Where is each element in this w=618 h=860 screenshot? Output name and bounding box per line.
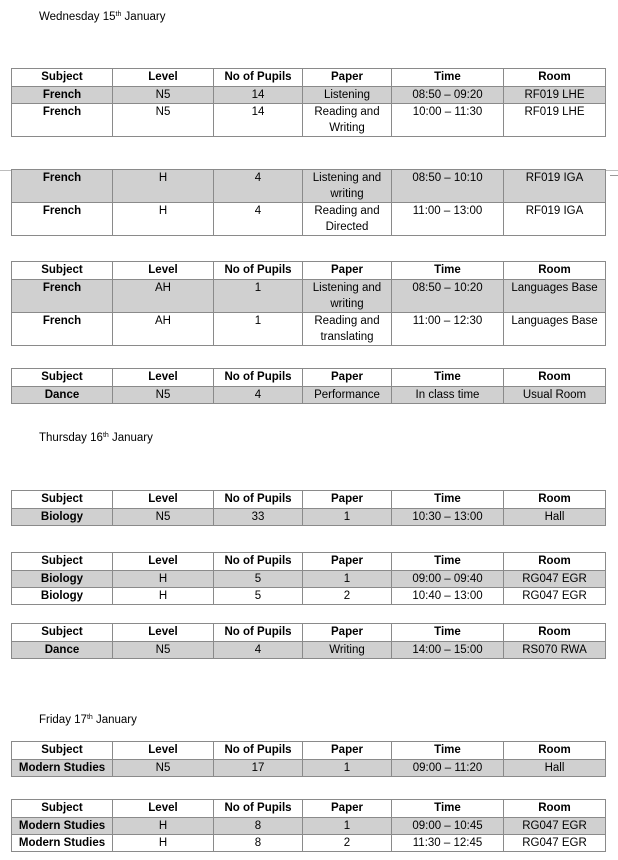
header-room: Room [504,800,606,818]
table-row [12,818,606,835]
table-row [12,170,606,203]
cell-pupils: 5 [214,588,303,605]
header-time: Time [392,369,504,387]
cell-paper: 1 [303,818,392,835]
header-room: Room [504,491,606,509]
header-level: Level [113,624,214,642]
table-row [12,760,606,777]
header-room: Room [504,369,606,387]
header-subject: Subject [12,624,113,642]
cell-time: 08:50 – 10:20 [392,280,504,313]
cell-room: Hall [504,509,606,526]
header-time: Time [392,69,504,87]
table-row [12,313,606,346]
header-paper: Paper [303,624,392,642]
exam-table-french-ah [11,261,606,346]
exam-table-french-h [11,169,606,236]
cell-time: 10:30 – 13:00 [392,509,504,526]
cell-level: N5 [113,104,214,137]
header-pupils: No of Pupils [214,624,303,642]
header-paper: Paper [303,742,392,760]
header-paper: Paper [303,553,392,571]
header-paper: Paper [303,262,392,280]
cell-time: 11:30 – 12:45 [392,835,504,852]
cell-paper: Reading and translating [303,313,392,346]
cell-room: Languages Base [504,280,606,313]
header-paper: Paper [303,491,392,509]
cell-room: RG047 EGR [504,835,606,852]
cell-room: RF019 IGA [504,170,606,203]
cell-level: H [113,835,214,852]
header-level: Level [113,800,214,818]
header-level: Level [113,262,214,280]
cell-pupils: 4 [214,642,303,659]
cell-subject: Modern Studies [12,760,113,777]
table-header-row [12,369,606,387]
table-header-row [12,742,606,760]
table-header-row [12,624,606,642]
header-time: Time [392,800,504,818]
cell-subject: Modern Studies [12,818,113,835]
cell-pupils: 14 [214,104,303,137]
day-heading-wednesday: Wednesday 15th January [39,11,166,23]
cell-time: 08:50 – 09:20 [392,87,504,104]
cell-subject: Biology [12,588,113,605]
header-time: Time [392,742,504,760]
cell-pupils: 17 [214,760,303,777]
cell-level: AH [113,280,214,313]
cell-time: 14:00 – 15:00 [392,642,504,659]
exam-table-modern-studies-h [11,799,606,852]
header-level: Level [113,742,214,760]
cell-room: RF019 IGA [504,203,606,236]
header-paper: Paper [303,369,392,387]
cell-paper: 1 [303,760,392,777]
header-pupils: No of Pupils [214,369,303,387]
cell-paper: Listening [303,87,392,104]
cell-pupils: 5 [214,571,303,588]
cell-paper: Writing [303,642,392,659]
table-row [12,104,606,137]
header-level: Level [113,369,214,387]
cell-pupils: 8 [214,818,303,835]
cell-level: N5 [113,760,214,777]
cell-level: H [113,588,214,605]
table-row [12,509,606,526]
exam-table-dance-writing [11,623,606,659]
header-level: Level [113,491,214,509]
cell-paper: Reading and Directed [303,203,392,236]
cell-subject: French [12,170,113,203]
header-subject: Subject [12,742,113,760]
cell-room: RF019 LHE [504,104,606,137]
header-pupils: No of Pupils [214,553,303,571]
cell-subject: French [12,104,113,137]
cell-subject: French [12,313,113,346]
table-row [12,588,606,605]
header-subject: Subject [12,369,113,387]
cell-pupils: 4 [214,170,303,203]
header-pupils: No of Pupils [214,262,303,280]
cell-subject: Biology [12,571,113,588]
cell-time: 08:50 – 10:10 [392,170,504,203]
cell-level: N5 [113,387,214,404]
table-row [12,203,606,236]
table-header-row [12,553,606,571]
cell-time: 09:00 – 09:40 [392,571,504,588]
header-pupils: No of Pupils [214,742,303,760]
header-time: Time [392,262,504,280]
cell-level: N5 [113,509,214,526]
header-room: Room [504,262,606,280]
cell-level: N5 [113,87,214,104]
cell-room: Usual Room [504,387,606,404]
header-pupils: No of Pupils [214,800,303,818]
cell-time: 10:00 – 11:30 [392,104,504,137]
table-row [12,571,606,588]
cell-paper: 1 [303,571,392,588]
day-heading-thursday: Thursday 16th January [39,432,153,444]
cell-paper: 1 [303,509,392,526]
cell-paper: Listening and writing [303,170,392,203]
cell-room: RG047 EGR [504,571,606,588]
table-header-row [12,69,606,87]
cell-pupils: 1 [214,313,303,346]
exam-table-modern-studies-n5 [11,741,606,777]
cell-subject: Biology [12,509,113,526]
cell-pupils: 33 [214,509,303,526]
cell-paper: 2 [303,588,392,605]
cell-subject: Dance [12,642,113,659]
cell-pupils: 1 [214,280,303,313]
header-room: Room [504,624,606,642]
cell-time: 09:00 – 10:45 [392,818,504,835]
table-row [12,835,606,852]
cell-time: 11:00 – 13:00 [392,203,504,236]
cell-room: RG047 EGR [504,818,606,835]
header-subject: Subject [12,800,113,818]
cell-time: 10:40 – 13:00 [392,588,504,605]
cell-paper: Reading and Writing [303,104,392,137]
cell-pupils: 4 [214,203,303,236]
cell-paper: Listening and writing [303,280,392,313]
cell-pupils: 8 [214,835,303,852]
cell-pupils: 14 [214,87,303,104]
exam-table-biology-h [11,552,606,605]
table-row [12,387,606,404]
header-pupils: No of Pupils [214,69,303,87]
cell-level: H [113,170,214,203]
header-room: Room [504,742,606,760]
cell-level: AH [113,313,214,346]
cell-pupils: 4 [214,387,303,404]
table-header-row [12,491,606,509]
cell-level: H [113,571,214,588]
cell-room: Languages Base [504,313,606,346]
exam-table-dance-performance [11,368,606,404]
table-row [12,87,606,104]
header-level: Level [113,69,214,87]
header-time: Time [392,624,504,642]
cell-paper: 2 [303,835,392,852]
header-time: Time [392,553,504,571]
header-room: Room [504,553,606,571]
header-pupils: No of Pupils [214,491,303,509]
exam-table-biology-n5 [11,490,606,526]
header-time: Time [392,491,504,509]
cell-subject: French [12,280,113,313]
cell-subject: Dance [12,387,113,404]
table-header-row [12,800,606,818]
exam-table-french-n5 [11,68,606,137]
cell-level: H [113,203,214,236]
header-room: Room [504,69,606,87]
cell-room: RF019 LHE [504,87,606,104]
cell-room: RG047 EGR [504,588,606,605]
cell-paper: Performance [303,387,392,404]
page-break-marker [610,175,618,176]
day-heading-friday: Friday 17th January [39,714,137,726]
cell-level: H [113,818,214,835]
cell-room: RS070 RWA [504,642,606,659]
cell-time: 11:00 – 12:30 [392,313,504,346]
header-level: Level [113,553,214,571]
header-paper: Paper [303,800,392,818]
cell-subject: French [12,203,113,236]
cell-time: In class time [392,387,504,404]
cell-room: Hall [504,760,606,777]
cell-level: N5 [113,642,214,659]
table-row [12,642,606,659]
table-row [12,280,606,313]
cell-time: 09:00 – 11:20 [392,760,504,777]
header-subject: Subject [12,553,113,571]
header-subject: Subject [12,491,113,509]
header-subject: Subject [12,262,113,280]
table-header-row [12,262,606,280]
header-paper: Paper [303,69,392,87]
cell-subject: Modern Studies [12,835,113,852]
cell-subject: French [12,87,113,104]
header-subject: Subject [12,69,113,87]
